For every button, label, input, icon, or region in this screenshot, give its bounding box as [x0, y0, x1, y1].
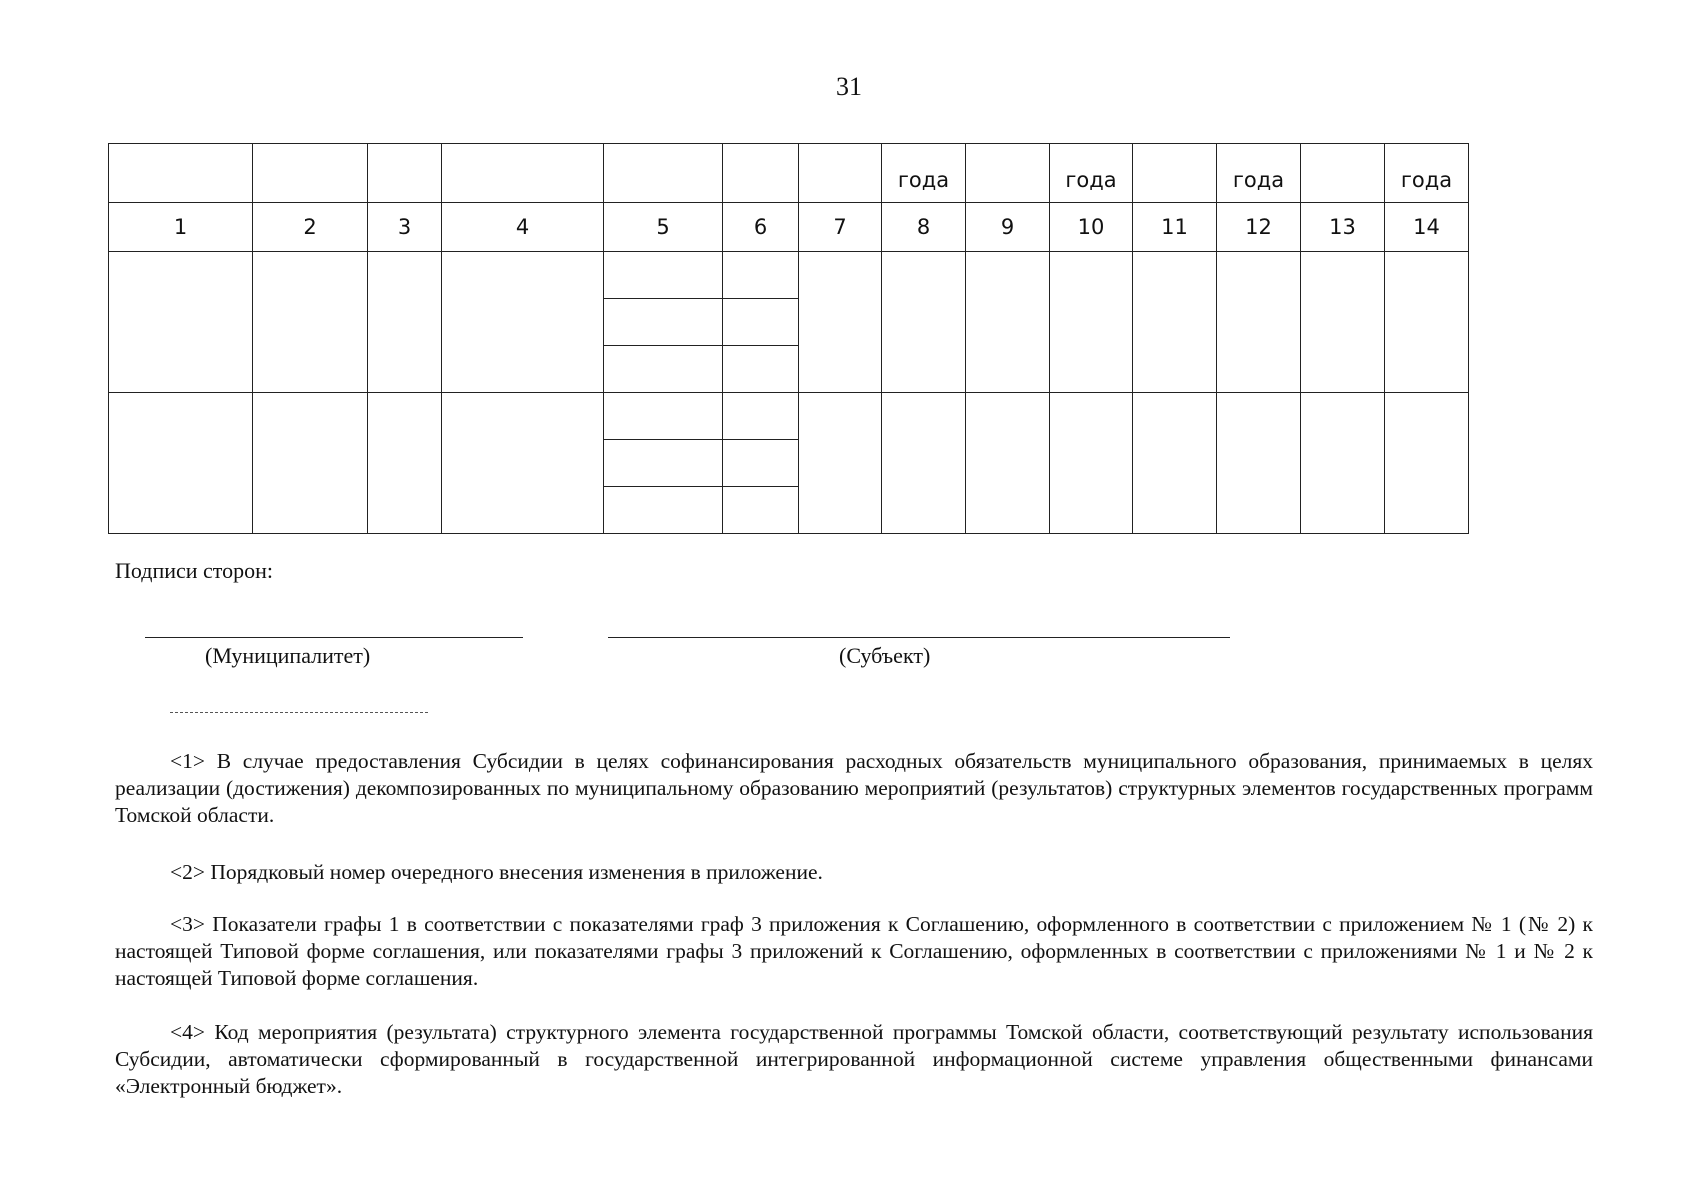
column-number: 7 [799, 203, 882, 252]
footnote-3: <3> Показатели графы 1 в соответствии с показателями граф 3 приложения к Соглашению, оформленного в соответствии с приложением № 1 (№ 2) к настоящей Типовой форме соглашения, или показателями графы 3 приложений к Соглашению, оформленных в соответствии с приложениями № 1 и № 2 к настоящей Типовой форме соглашения. [115, 912, 1593, 990]
footnote-2: <2> Порядковый номер очередного внесения изменения в приложение. [170, 860, 823, 884]
data-table [108, 143, 1469, 534]
footnote-separator [170, 712, 428, 713]
table-cell [109, 252, 253, 393]
table-cell [723, 252, 799, 299]
table-cell [1385, 252, 1469, 393]
column-number: 11 [1133, 203, 1217, 252]
table-header-cell: года [1385, 144, 1469, 203]
table-row [109, 393, 1469, 440]
table-cell [723, 346, 799, 393]
table-header-cell [799, 144, 882, 203]
table-cell [442, 393, 604, 534]
table-cell [1133, 252, 1217, 393]
table-cell [1133, 393, 1217, 534]
column-number: 3 [368, 203, 442, 252]
table-header-cell [723, 144, 799, 203]
column-number: 10 [1050, 203, 1133, 252]
table-header-cell: года [1217, 144, 1301, 203]
table-header-cell [109, 144, 253, 203]
signatures-title: Подписи сторон: [115, 558, 274, 583]
column-number: 8 [882, 203, 966, 252]
table-cell [799, 393, 882, 534]
column-number: 9 [966, 203, 1050, 252]
table-cell [799, 252, 882, 393]
column-number: 2 [253, 203, 368, 252]
table-cell [604, 252, 723, 299]
table-cell [723, 487, 799, 534]
table-header-cell [368, 144, 442, 203]
table-cell [368, 393, 442, 534]
table-header-cell: года [1050, 144, 1133, 203]
table-cell [604, 393, 723, 440]
table-cell [253, 252, 368, 393]
column-number: 5 [604, 203, 723, 252]
table-cell [966, 393, 1050, 534]
table-cell [1050, 252, 1133, 393]
table-cell [604, 346, 723, 393]
table-cell [723, 393, 799, 440]
table-header-cell [442, 144, 604, 203]
table-cell [1301, 252, 1385, 393]
signature-line-municipality [145, 637, 523, 638]
footnote-4: <4> Код мероприятия (результата) структурного элемента государственной программы Томской области, соответствующий результату использования Субсидии, автоматически сформированный в государственной интегрированной информационной системе управления общественными финансами «Электронный бюджет». [115, 1020, 1593, 1098]
table-header-cell [1301, 144, 1385, 203]
table-header-cell [1133, 144, 1217, 203]
table-column-numbers-row [109, 203, 1469, 252]
table-cell [1301, 393, 1385, 534]
column-number: 6 [723, 203, 799, 252]
table-cell [1217, 393, 1301, 534]
page-number: 31 [836, 72, 862, 101]
table-cell [966, 252, 1050, 393]
table-cell [368, 252, 442, 393]
table-cell [1050, 393, 1133, 534]
table-header-cell [966, 144, 1050, 203]
table-cell [882, 252, 966, 393]
table-cell [604, 487, 723, 534]
table-cell [109, 393, 253, 534]
table-cell [1217, 252, 1301, 393]
table-header-cell [604, 144, 723, 203]
signature-line-subject [608, 637, 1230, 638]
column-number: 1 [109, 203, 253, 252]
table-header-row [109, 144, 1469, 203]
column-number: 14 [1385, 203, 1469, 252]
table-cell [1385, 393, 1469, 534]
table-cell [723, 299, 799, 346]
column-number: 12 [1217, 203, 1301, 252]
table-cell [723, 440, 799, 487]
table-cell [882, 393, 966, 534]
table-row [109, 252, 1469, 299]
table-cell [604, 299, 723, 346]
column-number: 4 [442, 203, 604, 252]
table-header-cell: года [882, 144, 966, 203]
table-cell [253, 393, 368, 534]
table-cell [442, 252, 604, 393]
table-cell [604, 440, 723, 487]
footnote-1: <1> В случае предоставления Субсидии в целях софинансирования расходных обязательств муниципального образования, принимаемых в целях реализации (достижения) декомпозированных по муниципальному образованию мероприятий (результатов) структурных элементов государственных программ Томской области. [115, 749, 1593, 827]
column-number: 13 [1301, 203, 1385, 252]
table-header-cell [253, 144, 368, 203]
signature-caption-subject: (Субъект) [839, 643, 931, 668]
signature-caption-municipality: (Муниципалитет) [205, 643, 371, 668]
